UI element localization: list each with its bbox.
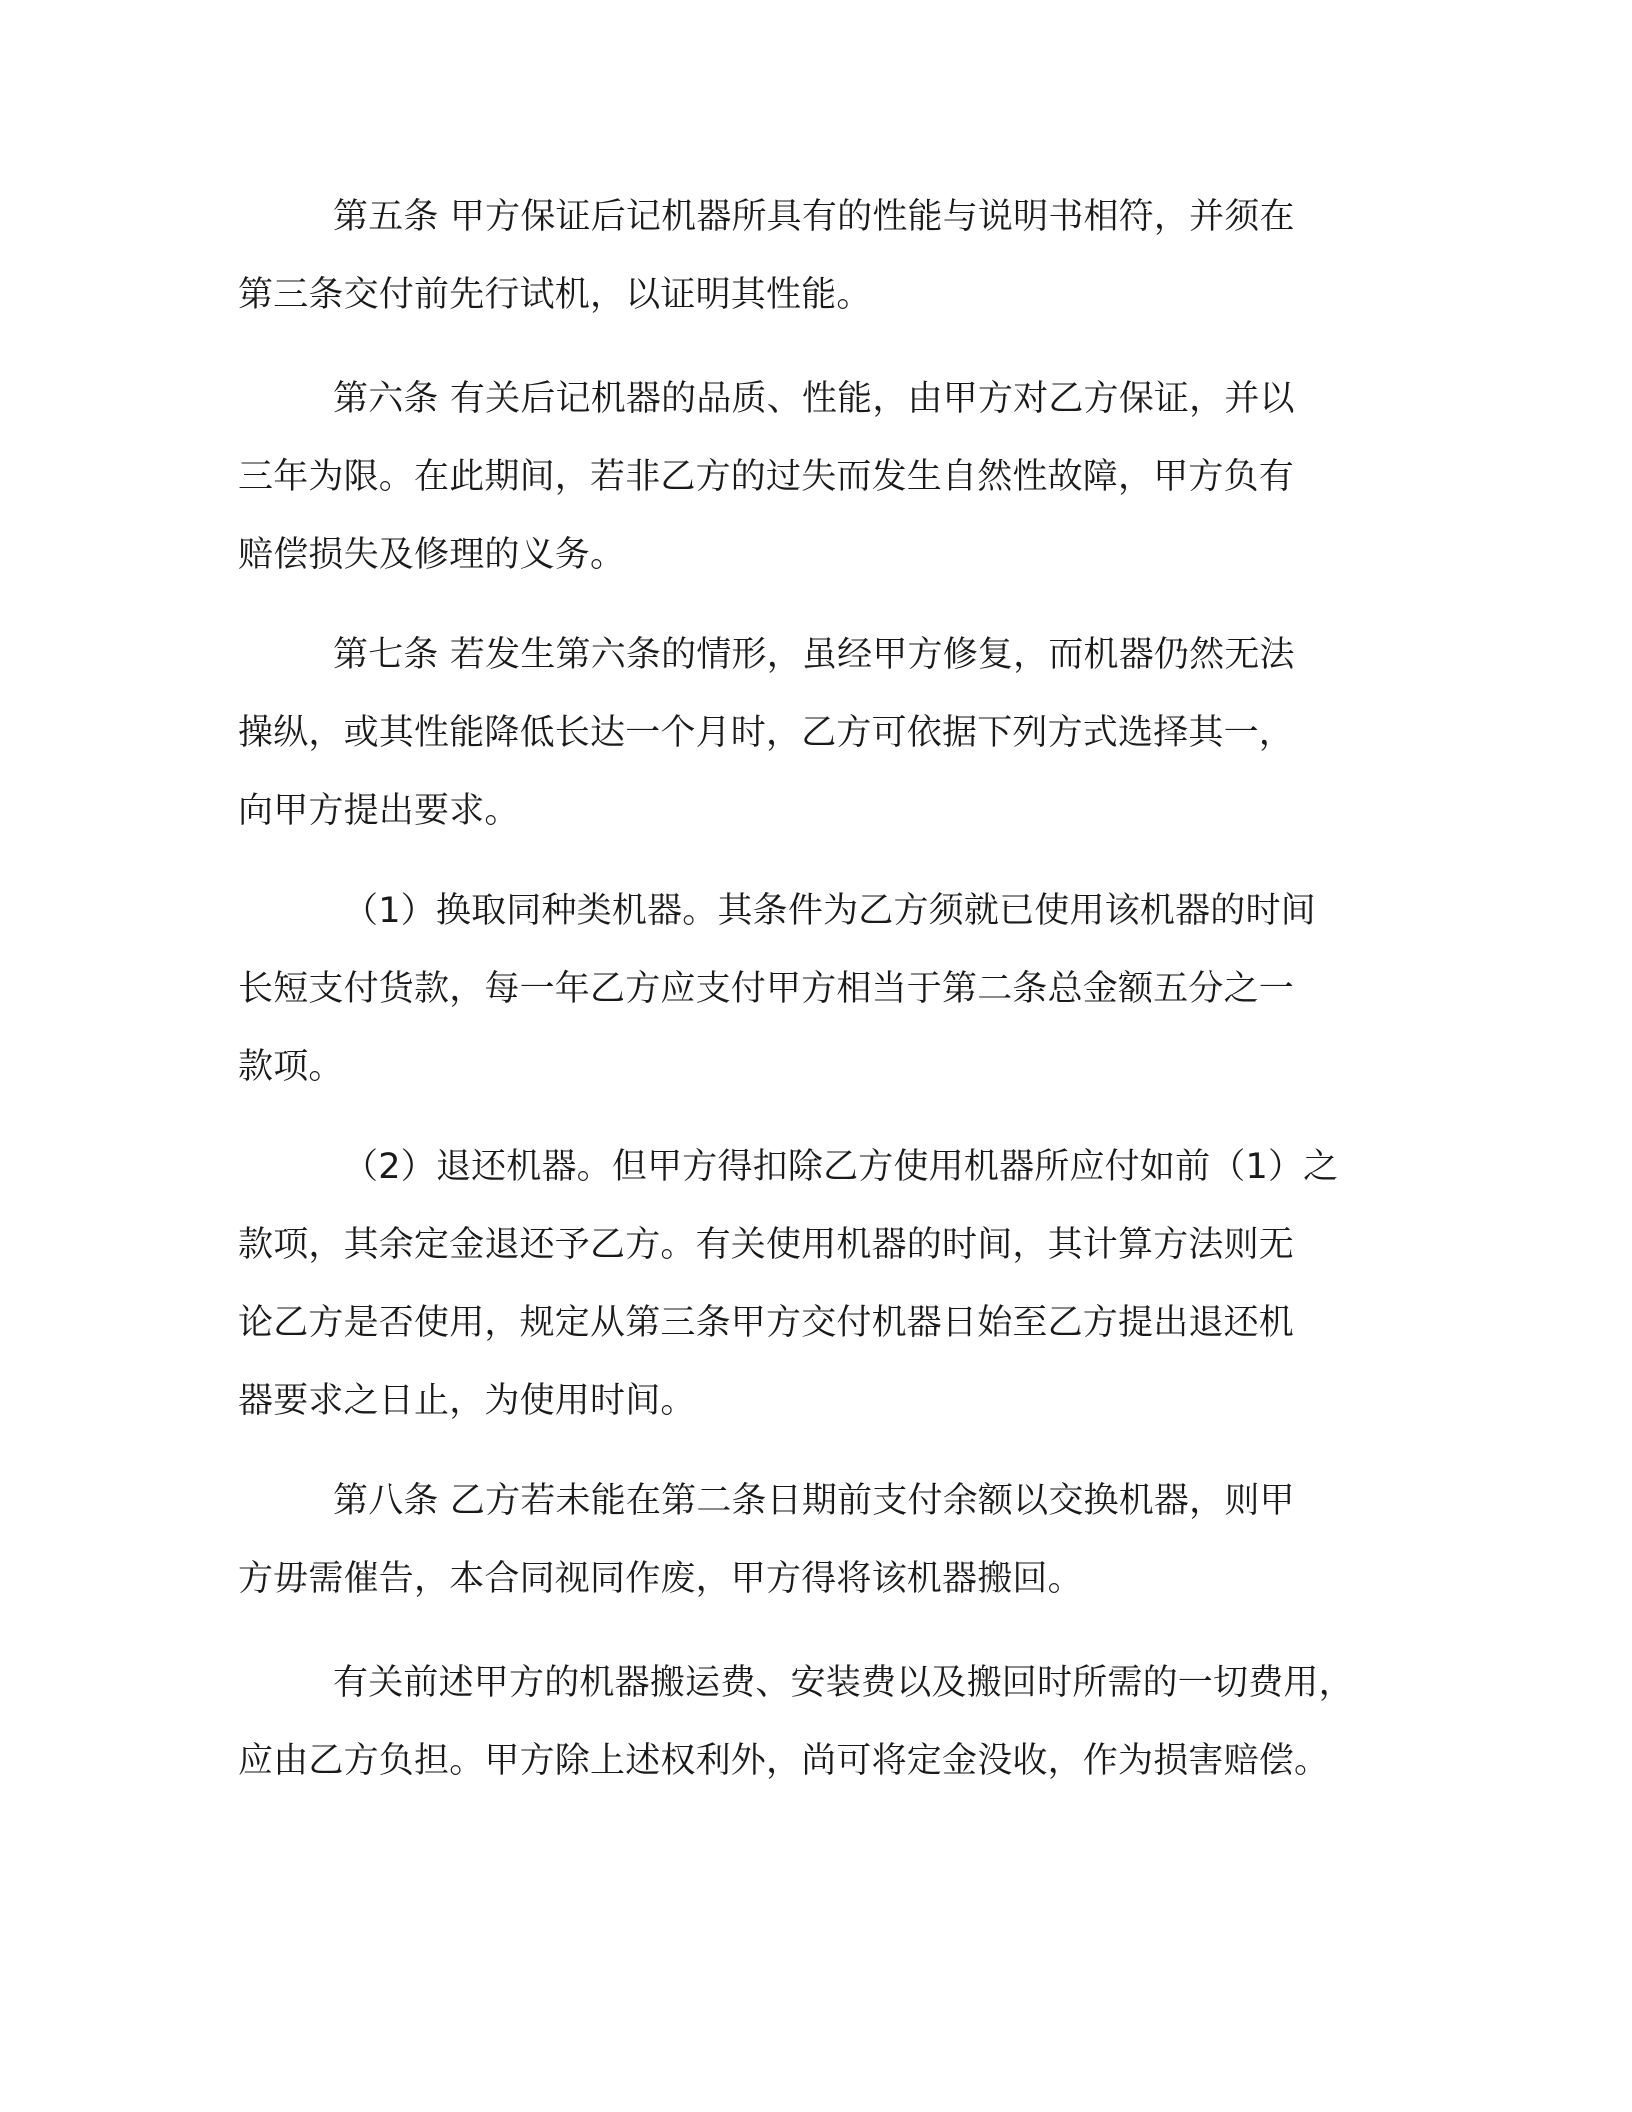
item-1-line-3: 款项。 [238, 1047, 344, 1087]
article-8-cost-line-2: 应由乙方负担。甲方除上述权利外，尚可将定金没收，作为损害赔偿。 [238, 1741, 1330, 1781]
article-6-line-1: 第六条 有关后记机器的品质、性能，由甲方对乙方保证，并以 [333, 379, 1295, 419]
item-2-line-1: （2）退还机器。但甲方得扣除乙方使用机器所应付如前（1）之 [343, 1147, 1339, 1187]
item-2-line-3: 论乙方是否使用，规定从第三条甲方交付机器日始至乙方提出退还机 [238, 1303, 1295, 1343]
item-2-line-2: 款项，其余定金退还予乙方。有关使用机器的时间，其计算方法则无 [238, 1225, 1295, 1265]
article-8-cost-paragraph [238, 1644, 1418, 1800]
item-1-line-1: （1）换取同种类机器。其条件为乙方须就已使用该机器的时间 [343, 891, 1316, 931]
article-5-paragraph [238, 178, 1418, 334]
article-8-line-1: 第八条 乙方若未能在第二条日期前支付余额以交换机器，则甲 [333, 1481, 1295, 1521]
item-1-paragraph [238, 872, 1418, 1106]
article-8-cost-line-1: 有关前述甲方的机器搬运费、安装费以及搬回时所需的一切费用， [333, 1663, 1354, 1703]
item-2-paragraph [238, 1128, 1418, 1440]
article-7-paragraph [238, 616, 1418, 850]
article-6-paragraph [238, 360, 1418, 594]
article-5-line-2: 第三条交付前先行试机，以证明其性能。 [238, 275, 872, 315]
article-6-line-3: 赔偿损失及修理的义务。 [238, 535, 626, 575]
item-1-line-2: 长短支付货款，每一年乙方应支付甲方相当于第二条总金额五分之一 [238, 969, 1295, 1009]
article-5-line-1: 第五条 甲方保证后记机器所具有的性能与说明书相符，并须在 [333, 197, 1295, 237]
article-8-line-2: 方毋需催告，本合同视同作废，甲方得将该机器搬回。 [238, 1559, 1083, 1599]
article-7-line-1: 第七条 若发生第六条的情形，虽经甲方修复，而机器仍然无法 [333, 635, 1295, 675]
article-7-line-3: 向甲方提出要求。 [238, 791, 520, 831]
article-6-line-2: 三年为限。在此期间，若非乙方的过失而发生自然性故障，甲方负有 [238, 457, 1295, 497]
article-7-line-2: 操纵，或其性能降低长达一个月时，乙方可依据下列方式选择其一， [238, 713, 1295, 753]
item-2-line-4: 器要求之日止，为使用时间。 [238, 1381, 696, 1421]
article-8-paragraph [238, 1462, 1418, 1618]
